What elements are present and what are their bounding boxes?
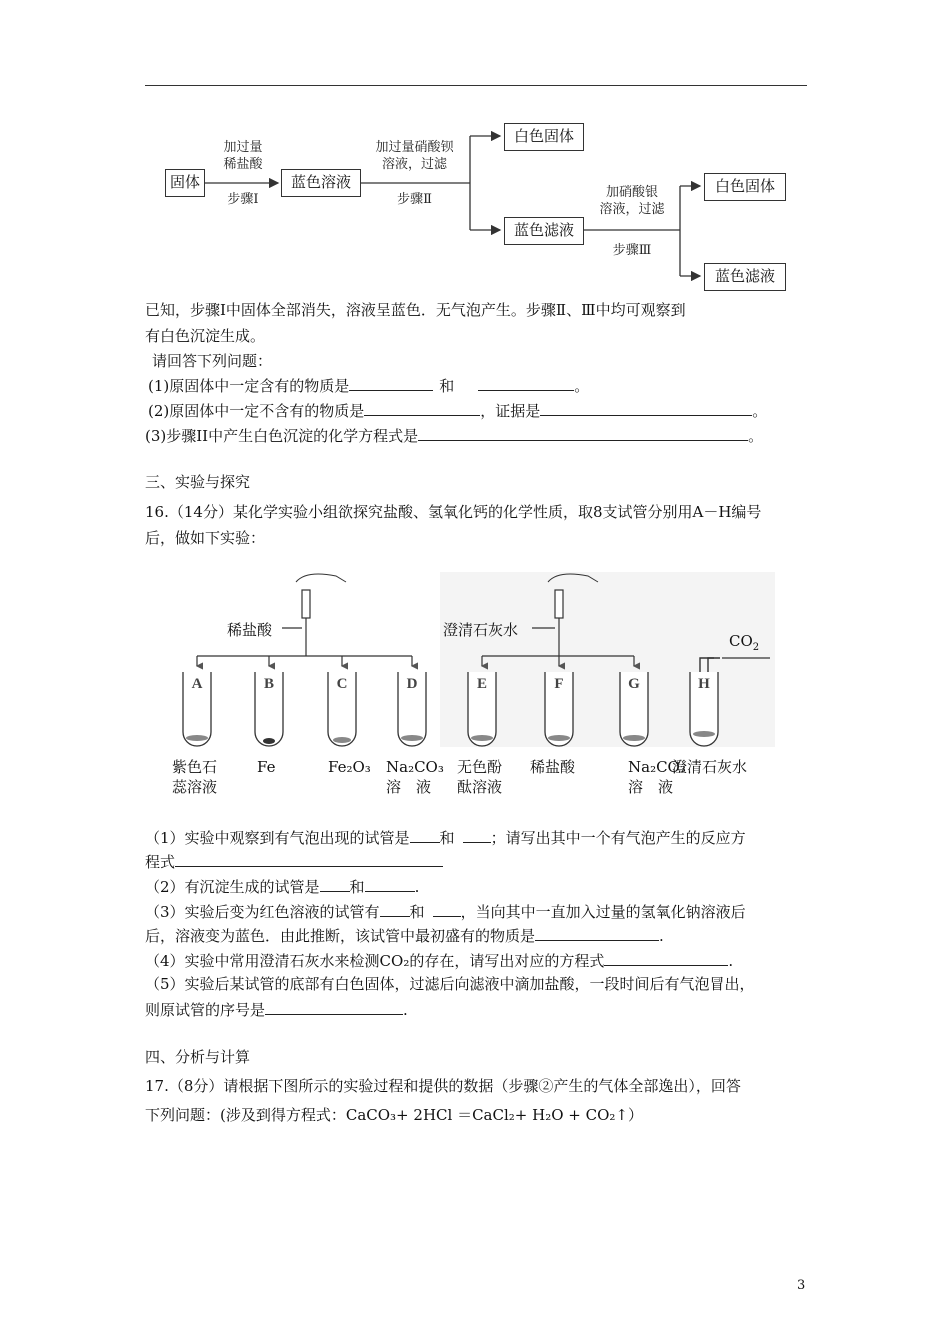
q15-q1-end: 。: [574, 377, 590, 395]
q15-q2-end: 。: [752, 402, 768, 420]
test-tubes-diagram: [0, 560, 950, 750]
q16-q3-line2: [145, 924, 664, 947]
q16-q1-text: （1）实验中观察到有气泡出现的试管是: [145, 829, 410, 847]
q16-q3-line1: [145, 900, 746, 923]
dropper-label-hcl: 稀盐酸: [227, 621, 273, 639]
label-add-ag-nitrate-1: 加硝酸银: [605, 185, 658, 200]
q16-q1-and: 和: [439, 829, 455, 847]
tube-f-label1: 稀盐酸: [530, 758, 576, 776]
label-add-ba-nitrate-1: 加过量硝酸钡: [375, 140, 454, 155]
q16-q5-line1: （5）实验后某试管的底部有白色固体，过滤后向滤液中滴加盐酸，一段时间后有气泡冒出，: [145, 975, 755, 993]
answer-blank[interactable]: [175, 850, 443, 867]
co2-label: [729, 630, 759, 659]
q15-q2-evidence: ，证据是: [480, 402, 541, 420]
tube-d-label1: Na₂CO₃: [386, 758, 444, 776]
q16-q1-rest: ；请写出其中一个有气泡产生的反应方: [490, 829, 746, 847]
q16-q2-text: （2）有沉淀生成的试管是: [145, 878, 320, 896]
label-add-ag-nitrate-2: 溶液，过滤: [599, 202, 665, 217]
q15-q1-and: 和: [439, 377, 455, 395]
tube-e-label2: 酞溶液: [457, 778, 503, 796]
answer-blank[interactable]: [265, 998, 403, 1015]
q15-prompt: 请回答下列问题：: [152, 352, 273, 370]
q16-q5-line2: [145, 998, 408, 1021]
q16-intro-line2: 后，做如下实验：: [145, 529, 266, 547]
section-4-title: 四、分析与计算: [145, 1048, 251, 1066]
flowchart-arrows: [0, 0, 950, 310]
dropper-label-limewater: 澄清石灰水: [443, 621, 519, 639]
tube-a-label2: 蕊溶液: [172, 778, 218, 796]
tube-g-label2: 溶 液: [628, 778, 674, 796]
q16-q1-line2: [145, 850, 443, 873]
q16-q3-and: 和: [409, 903, 425, 921]
box-solid: 固体: [165, 169, 205, 197]
answer-blank[interactable]: [364, 399, 480, 416]
tube-letter-f: F: [554, 676, 564, 692]
answer-blank[interactable]: [380, 900, 410, 917]
q15-known-line2: 有白色沉淀生成。: [145, 327, 266, 345]
answer-blank[interactable]: [410, 826, 440, 843]
q16-q2-and: 和: [349, 878, 365, 896]
answer-blank[interactable]: [418, 424, 748, 441]
q15-q1-text: (1)原固体中一定含有的物质是: [148, 377, 350, 395]
q16-q1-equation: 程式: [145, 853, 176, 871]
tube-letter-c: C: [336, 676, 348, 692]
q16-q3-rest: ，当向其中一直加入过量的氢氧化钠溶液后: [460, 903, 746, 921]
q16-q4: [145, 949, 733, 972]
tube-e-label1: 无色酚: [457, 758, 503, 776]
box-blue-filtrate-2: 蓝色滤液: [704, 263, 786, 291]
q15-q3-end: 。: [748, 427, 764, 445]
q15-q1: [148, 374, 589, 397]
q16-q2-end: .: [414, 878, 420, 896]
q17-line1: 17.（8分）请根据下图所示的实验过程和提供的数据（步骤②产生的气体全部逸出），回答: [145, 1077, 741, 1095]
answer-blank[interactable]: [463, 826, 491, 843]
q16-q4-end: .: [728, 952, 734, 970]
answer-blank[interactable]: [433, 900, 461, 917]
label-step-3: 步骤Ⅲ: [612, 243, 652, 258]
answer-blank[interactable]: [320, 875, 350, 892]
box-white-solid-1: 白色固体: [504, 123, 584, 151]
box-blue-filtrate-1: 蓝色滤液: [504, 217, 584, 245]
answer-blank[interactable]: [349, 374, 433, 391]
label-add-hcl-2: 稀盐酸: [223, 157, 263, 172]
q15-q2-text: (2)原固体中一定不含有的物质是: [148, 402, 365, 420]
q16-intro-line1: 16.（14分）某化学实验小组欲探究盐酸、氢氧化钙的化学性质，取8支试管分别用A－H编号: [145, 503, 762, 521]
q16-q3-end: .: [659, 927, 664, 945]
section-3-title: 三、实验与探究: [145, 473, 251, 491]
q15-q3: [145, 424, 763, 447]
q16-q3-text2: 后，溶液变为蓝色．由此推断，该试管中最初盛有的物质是: [145, 927, 536, 945]
answer-blank[interactable]: [478, 374, 574, 391]
q16-q1-line1: [145, 826, 746, 849]
tube-letter-e: E: [476, 676, 488, 692]
answer-blank[interactable]: [365, 875, 415, 892]
q15-q2: [148, 399, 767, 422]
tube-letter-b: B: [263, 676, 275, 692]
tube-letter-g: G: [628, 676, 640, 692]
q16-q2: [145, 875, 419, 898]
box-white-solid-2: 白色固体: [704, 173, 786, 201]
answer-blank[interactable]: [535, 924, 659, 941]
box-blue-solution: 蓝色溶液: [281, 169, 361, 197]
q16-q4-text: （4）实验中常用澄清石灰水来检测CO₂的存在，请写出对应的方程式: [145, 952, 605, 970]
q15-known-line1: 已知，步骤Ⅰ中固体全部消失，溶液呈蓝色．无气泡产生。步骤Ⅱ、Ⅲ中均可观察到: [145, 301, 686, 319]
q16-q3-text: （3）实验后变为红色溶液的试管有: [145, 903, 380, 921]
q17-line2: 下列问题：(涉及到得方程式：CaCO₃+ 2HCl ＝CaCl₂+ H₂O + CO₂↑）: [145, 1106, 643, 1124]
answer-blank[interactable]: [540, 399, 752, 416]
q16-q5-end: .: [403, 1001, 408, 1019]
tube-g-label1: Na₂CO₃: [628, 758, 686, 776]
tube-letter-d: D: [406, 676, 418, 692]
tube-b-label1: Fe: [257, 758, 276, 776]
label-add-hcl-1: 加过量: [223, 140, 263, 155]
q16-q5-text: 则原试管的序号是: [145, 1001, 266, 1019]
tube-a-label1: 紫色石: [172, 758, 218, 776]
tube-h-label1: 澄清石灰水: [672, 758, 748, 776]
co2-text: CO: [729, 632, 753, 650]
label-add-ba-nitrate-2: 溶液，过滤: [381, 157, 447, 172]
label-step-1: 步骤Ⅰ: [227, 192, 259, 207]
tube-letter-a: A: [191, 676, 203, 692]
q15-q3-text: (3)步骤II中产生白色沉淀的化学方程式是: [145, 427, 419, 445]
tube-c-label1: Fe₂O₃: [328, 758, 371, 776]
page-number: 3: [797, 1278, 806, 1293]
tube-letter-h: H: [698, 676, 710, 692]
tube-d-label2: 溶 液: [386, 778, 432, 796]
co2-sub: 2: [752, 642, 760, 653]
answer-blank[interactable]: [604, 949, 728, 966]
label-step-2: 步骤Ⅱ: [397, 192, 432, 207]
